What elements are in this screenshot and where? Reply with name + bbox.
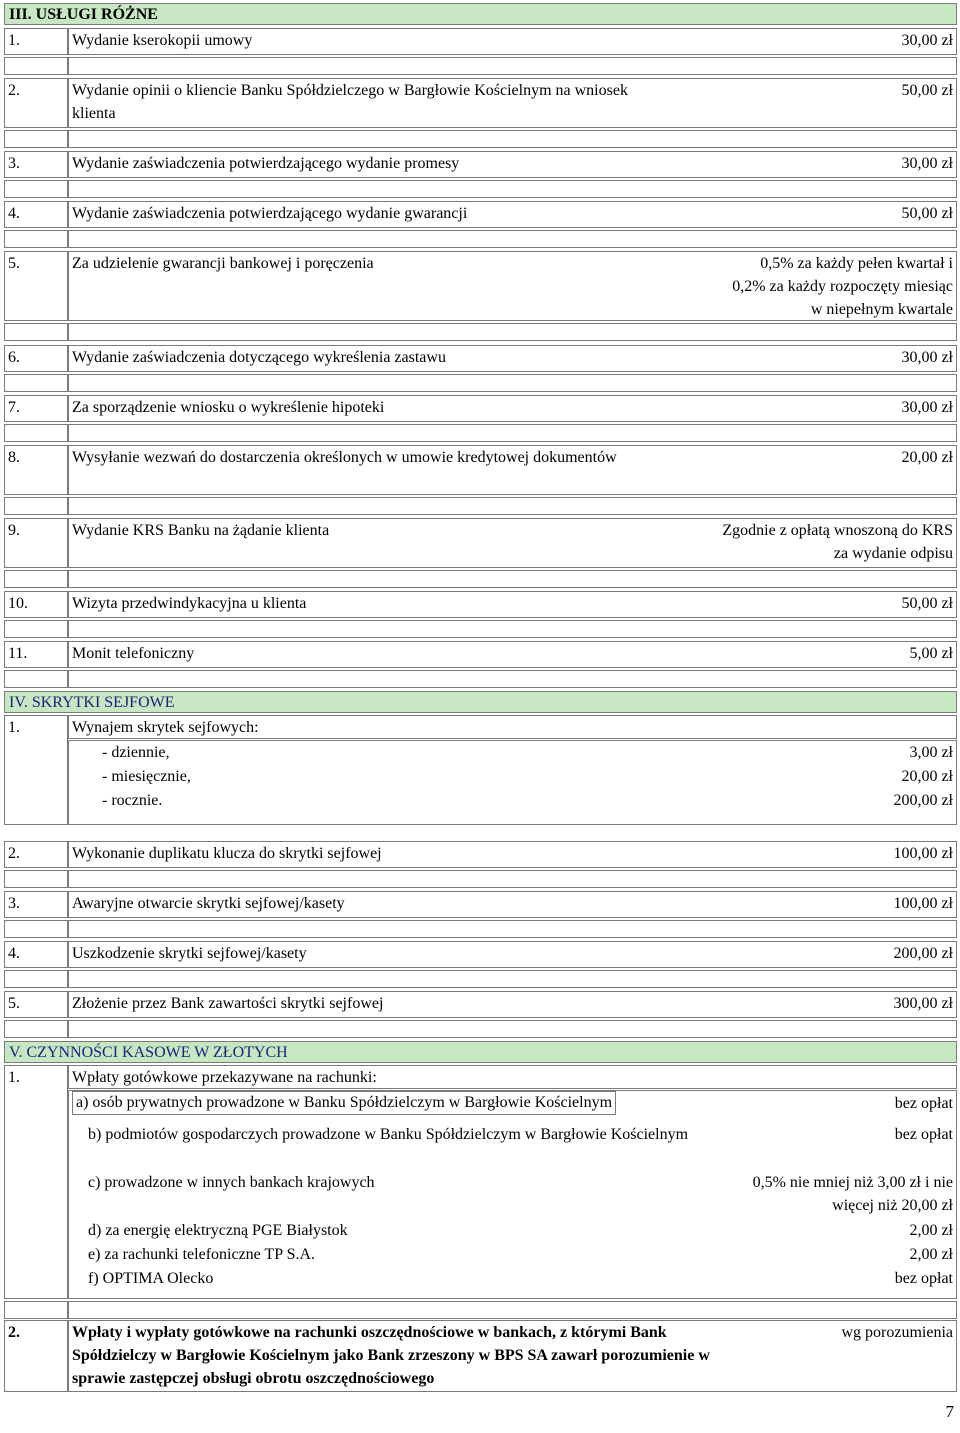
spacer-cell	[68, 180, 957, 198]
item-price: 50,00 zł	[901, 595, 953, 612]
item-number: 4.	[4, 941, 68, 968]
item-description: Wykonanie duplikatu klucza do skrytki sejfowej 100,00 zł	[68, 841, 957, 868]
deposit-row	[72, 1219, 953, 1243]
item-number: 1.	[4, 715, 68, 825]
rental-period-price: 3,00 zł	[909, 744, 953, 761]
spacer-cell	[4, 374, 68, 392]
spacer-cell	[68, 570, 957, 588]
deposit-row	[72, 1171, 953, 1219]
item-description: Złożenie przez Bank zawartości skrytki sejfowej 300,00 zł	[68, 991, 957, 1018]
item-number: 1.	[4, 1065, 68, 1299]
spacer-cell	[68, 374, 957, 392]
item-price: 50,00 zł	[901, 205, 953, 222]
section-header-czynnosci-kasowe: V. CZYNNOŚCI KASOWE W ZŁOTYCH	[4, 1041, 957, 1063]
spacer-cell	[4, 970, 68, 988]
spacer-cell	[68, 620, 957, 638]
item-description: Wydanie KRS Banku na żądanie klienta Zgodnie z opłatą wnoszoną do KRS za wydanie odpisu	[68, 518, 957, 568]
item-number: 4.	[4, 201, 68, 228]
spacer-cell	[4, 424, 68, 442]
item-description: Wydanie zaświadczenia potwierdzającego wydanie promesy 30,00 zł	[68, 151, 957, 178]
spacer-cell	[4, 230, 68, 248]
spacer-cell	[4, 323, 68, 341]
spacer-cell	[4, 130, 68, 148]
item-number: 9.	[4, 518, 68, 568]
item-price: 100,00 zł	[893, 895, 953, 912]
rental-period-label: - dziennie,	[102, 744, 170, 761]
item-price: 50,00 zł	[901, 82, 953, 99]
deposit-label: d) za energię elektryczną PGE Białystok	[88, 1222, 348, 1239]
item-description: Wynajem skrytek sejfowych:	[68, 715, 957, 739]
deposit-row	[72, 1267, 953, 1291]
item-description: Wysyłanie wezwań do dostarczenia określonych w umowie kredytowej dokumentów 20,00 zł	[68, 445, 957, 495]
spacer-cell	[4, 1301, 68, 1319]
item-price: 300,00 zł	[893, 995, 953, 1012]
rental-periods	[68, 740, 957, 825]
spacer-cell	[68, 870, 957, 888]
item-price: 20,00 zł	[901, 449, 953, 466]
item-number: 6.	[4, 345, 68, 372]
deposit-price: bez opłat	[894, 1126, 953, 1143]
deposit-price: bez opłat	[894, 1270, 953, 1287]
rental-period-row	[72, 789, 953, 813]
item-description: Wydanie opinii o kliencie Banku Spółdzielczego w Bargłowie Kościelnym na wniosek klienta 50,00 zł	[68, 78, 957, 128]
item-price: 30,00 zł	[901, 399, 953, 416]
item-price: 200,00 zł	[893, 945, 953, 962]
item-number: 1.	[4, 28, 68, 55]
item-description: Wpłaty i wypłaty gotówkowe na rachunki oszczędnościowe w bankach, z którymi Bank Spółdzielczy w Bargłowie Kościelnym jako Bank zrzeszony w BPS SA zawarł porozumienie w sprawie zastępczej obsługi obrotu oszczędnościowego wg porozumienia	[68, 1320, 957, 1392]
deposit-label: b) podmiotów gospodarczych prowadzone w Banku Spółdzielczym w Bargłowie Kościelnym	[88, 1126, 689, 1143]
rental-period-label: - miesięcznie,	[102, 768, 191, 785]
deposit-label: e) za rachunki telefoniczne TP S.A.	[88, 1246, 316, 1263]
spacer-cell	[4, 1020, 68, 1038]
rental-period-label: - rocznie.	[102, 792, 163, 809]
item-price: 30,00 zł	[901, 155, 953, 172]
spacer-cell	[4, 870, 68, 888]
spacer-cell	[68, 1020, 957, 1038]
item-description: Wpłaty gotówkowe przekazywane na rachunki:	[68, 1065, 957, 1089]
item-description: Za udzielenie gwarancji bankowej i poręczenia 0,5% za każdy pełen kwartał i 0,2% za każdy rozpoczęty miesiąc w niepełnym kwartale	[68, 251, 957, 321]
deposit-label: a) osób prywatnych prowadzone w Banku Spółdzielczym w Bargłowie Kościelnym	[72, 1091, 616, 1115]
deposit-row	[72, 1243, 953, 1267]
item-number: 5.	[4, 251, 68, 321]
spacer-cell	[4, 670, 68, 688]
spacer-cell	[68, 920, 957, 938]
item-price: 0,5% za każdy pełen kwartał i 0,2% za każdy rozpoczęty miesiąc w niepełnym kwartale	[732, 255, 953, 318]
deposit-price: 2,00 zł	[909, 1246, 953, 1263]
spacer-cell	[4, 570, 68, 588]
item-number: 11.	[4, 641, 68, 668]
spacer-cell	[4, 920, 68, 938]
item-description: Wydanie zaświadczenia potwierdzającego wydanie gwarancji 50,00 zł	[68, 201, 957, 228]
item-price: wg porozumienia	[841, 1324, 953, 1341]
item-description: Awaryjne otwarcie skrytki sejfowej/kasety 100,00 zł	[68, 891, 957, 918]
item-number: 7.	[4, 395, 68, 422]
spacer-cell	[68, 970, 957, 988]
item-description: Uszkodzenie skrytki sejfowej/kasety 200,00 zł	[68, 941, 957, 968]
item-number: 2.	[4, 1320, 68, 1392]
spacer-cell	[4, 620, 68, 638]
rental-period-row	[72, 741, 953, 765]
spacer-cell	[68, 57, 957, 75]
item-price: 5,00 zł	[909, 645, 953, 662]
spacer-cell	[68, 424, 957, 442]
deposit-label: f) OPTIMA Olecko	[88, 1270, 214, 1287]
item-price: Zgodnie z opłatą wnoszoną do KRS za wydanie odpisu	[722, 522, 953, 562]
item-price: 30,00 zł	[901, 349, 953, 366]
deposit-price: bez opłat	[894, 1095, 953, 1112]
item-number: 3.	[4, 151, 68, 178]
item-number: 3.	[4, 891, 68, 918]
deposit-price: 2,00 zł	[909, 1222, 953, 1239]
page-number: 7	[945, 1402, 954, 1421]
item-number: 10.	[4, 591, 68, 618]
item-price: 100,00 zł	[893, 845, 953, 862]
deposit-types	[68, 1090, 957, 1299]
spacer-cell	[68, 323, 957, 341]
spacer-cell	[68, 130, 957, 148]
item-number: 5.	[4, 991, 68, 1018]
rental-period-price: 200,00 zł	[893, 792, 953, 809]
spacer-cell	[68, 497, 957, 515]
rental-period-row	[72, 765, 953, 789]
section-header-uslugi-rozne: III. USŁUGI RÓŻNE	[4, 3, 957, 25]
spacer-cell	[4, 497, 68, 515]
spacer-cell	[4, 57, 68, 75]
item-price: 30,00 zł	[901, 32, 953, 49]
spacer-cell	[4, 180, 68, 198]
item-number: 2.	[4, 841, 68, 868]
deposit-row	[72, 1123, 953, 1171]
rental-period-price: 20,00 zł	[901, 768, 953, 785]
item-description: Wydanie kserokopii umowy 30,00 zł	[68, 28, 957, 55]
item-description: Wizyta przedwindykacyjna u klienta 50,00 zł	[68, 591, 957, 618]
deposit-label: c) prowadzone w innych bankach krajowych	[88, 1174, 375, 1191]
spacer-cell	[68, 670, 957, 688]
section-header-skrytki-sejfowe: IV. SKRYTKI SEJFOWE	[4, 691, 957, 713]
item-description: Monit telefoniczny 5,00 zł	[68, 641, 957, 668]
spacer-cell	[68, 1301, 957, 1319]
spacer-cell	[68, 230, 957, 248]
item-number: 2.	[4, 78, 68, 128]
item-number: 8.	[4, 445, 68, 495]
deposit-row	[72, 1091, 953, 1123]
item-description: Za sporządzenie wniosku o wykreślenie hipoteki 30,00 zł	[68, 395, 957, 422]
deposit-price: 0,5% nie mniej niż 3,00 zł i nie więcej niż 20,00 zł	[752, 1174, 953, 1214]
item-description: Wydanie zaświadczenia dotyczącego wykreślenia zastawu 30,00 zł	[68, 345, 957, 372]
